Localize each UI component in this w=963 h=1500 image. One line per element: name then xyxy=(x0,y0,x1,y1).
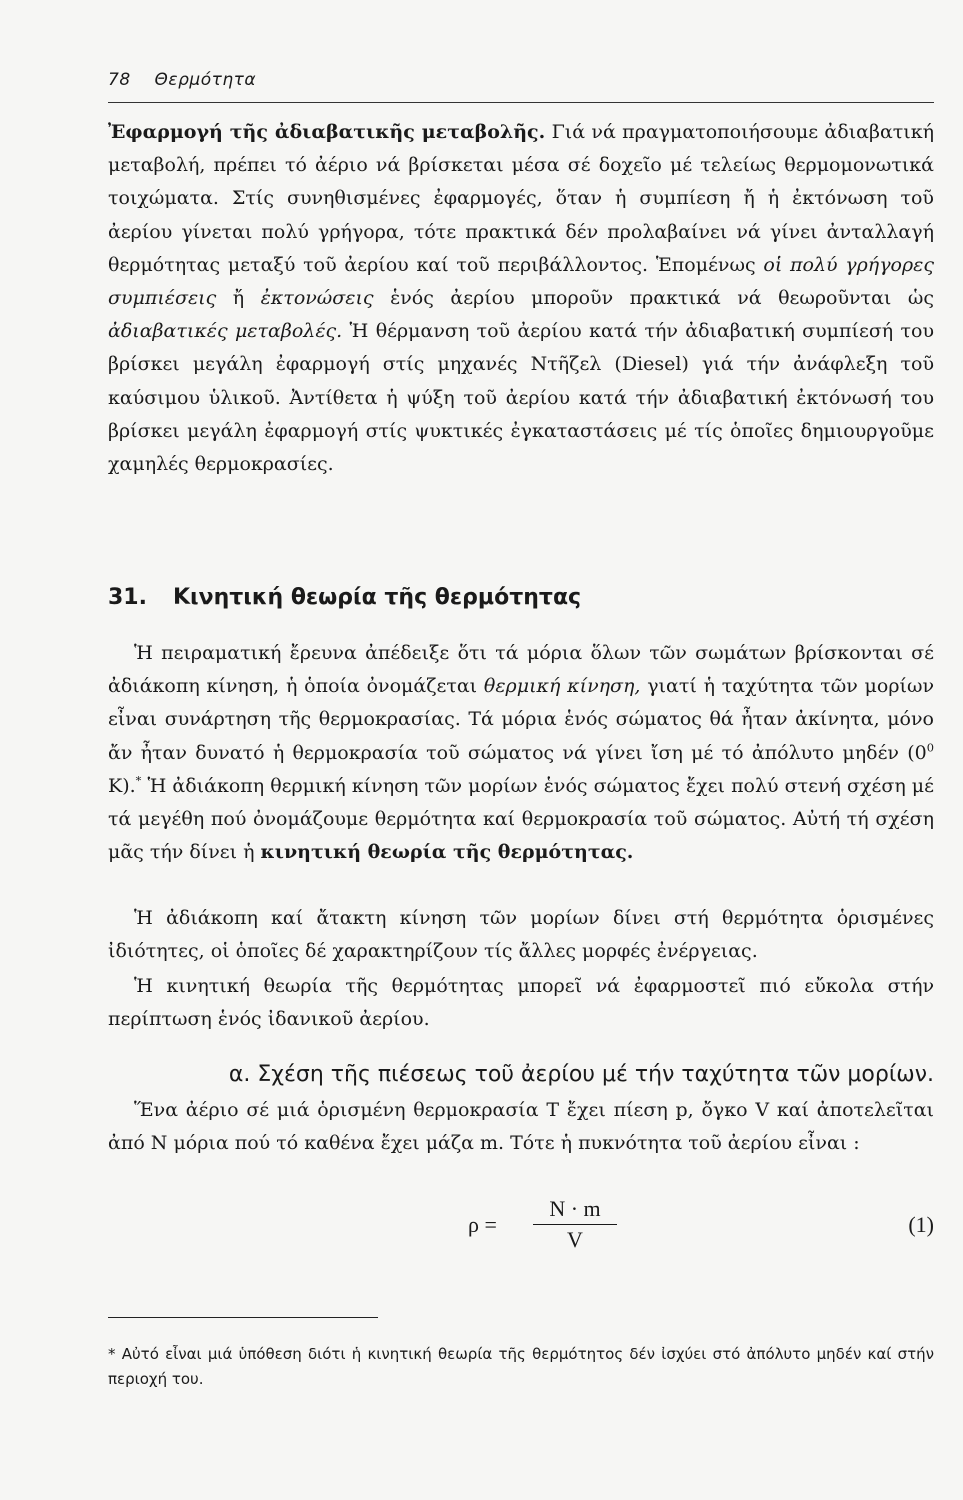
header-rule xyxy=(108,102,934,103)
running-title: Θερμότητα xyxy=(154,70,257,90)
section-title: Κινητική θεωρία τῆς θερμότητας xyxy=(172,585,582,610)
subsection-heading: α. Σχέση τῆς πιέσεως τοῦ ἀερίου μέ τήν ταχύτητα τῶν μορίων. xyxy=(228,1062,934,1087)
footnote-rule xyxy=(108,1317,378,1318)
formula-lhs: ρ = xyxy=(468,1212,497,1237)
footnote: * Αὐτό εἶναι μιά ὑπόθεση διότι ἡ κινητική θεωρία τῆς θερμότητος δέν ἰσχύει στό ἀπόλυτο μηδέν καί στήν περιοχή του. xyxy=(108,1345,934,1388)
running-header xyxy=(108,70,934,90)
paragraph-ideal-gas: Ἡ κινητική θεωρία τῆς θερμότητας μπορεῖ νά ἐφαρμοστεῖ πιό εὔκολα στήν περίπτωση ἑνός ἰδανικοῦ ἀερίου. xyxy=(108,975,934,1031)
paragraph-adiabatic-application: Ἐφαρμογή τῆς ἀδιαβατικῆς μεταβολῆς. Γιά νά πραγματοποιήσουμε ἀδιαβατική μεταβολή, πρέπει τό ἀέριο νά βρίσκεται μέσα σέ δοχεῖο μέ τελείως θερμομονωτικά τοιχώματα. Στίς συνηθισμένες ἐφαρμογές, ὅταν ἡ συμπίεση ἤ ἡ ἐκτόνωση τοῦ ἀερίου γίνεται πολύ γρήγορα, τότε πρακτικά δέν προλαβαίνει νά γίνει ἀνταλλαγή θερμότητας μεταξύ τοῦ ἀερίου καί τοῦ περιβάλλοντος. Ἑπομένως οἱ πολύ γρήγορες συμπιέσεις ἤ ἐκτονώσεις ἑνός ἀερίου μποροῦν πρακτικά νά θεωροῦνται ὡς ἀδιαβατικές μεταβολές. Ἡ θέρμανση τοῦ ἀερίου κατά τήν ἀδιαβατική συμπίεσή του βρίσκει μεγάλη ἐφαρμογή στίς μηχανές Ντῆζελ (Diesel) γιά τήν ἀνάφλεξη τοῦ καύσιμου ὑλικοῦ. Ἀντίθετα ἡ ψύξη τοῦ ἀερίου κατά τήν ἀδιαβατική ἐκτόνωσή του βρίσκει μεγάλη ἐφαρμογή στίς ψυκτικές ἐγκαταστάσεις μέ τίς ὁποῖες δημιουργοῦμε χαμηλές θερμοκρασίες. xyxy=(108,121,935,476)
section-number: 31. xyxy=(108,585,147,610)
formula-denominator: V xyxy=(567,1227,583,1252)
footnote-marker: * xyxy=(135,773,142,788)
paragraph-properties: Ἡ ἀδιάκοπη καί ἄτακτη κίνηση τῶν μορίων δίνει στή θερμότητα ὁρισμένες ἰδιότητες, οἱ ὁποῖες δέ χαρακτηρίζουν τίς ἄλλες μορφές ἐνέργειας. xyxy=(108,907,934,963)
density-formula xyxy=(108,1195,934,1255)
formula-numerator: N · m xyxy=(549,1196,601,1221)
section-heading xyxy=(108,585,581,610)
equation-number: (1) xyxy=(908,1212,934,1237)
page-number: 78 xyxy=(108,70,131,90)
paragraph-title: Ἐφαρμογή τῆς ἀδιαβατικῆς μεταβολῆς. xyxy=(108,121,546,143)
formula-fraction xyxy=(533,1195,617,1254)
fraction-bar xyxy=(533,1224,617,1225)
paragraph-density: Ἕνα ἀέριο σέ μιά ὁρισμένη θερμοκρασία T ἔχει πίεση p, ὄγκο V καί ἀποτελεῖται ἀπό N μόρια πού τό καθένα ἔχει μάζα m. Τότε ἡ πυκνότητα τοῦ ἀερίου εἶναι : xyxy=(108,1099,934,1155)
paragraph-thermal-motion: Ἡ πειραματική ἔρευνα ἀπέδειξε ὅτι τά μόρια ὅλων τῶν σωμάτων βρίσκονται σέ ἀδιάκοπη κίνηση, ἡ ὁποία ὀνομάζεται θερμική κίνηση, γιατί ἡ ταχύτητα τῶν μορίων εἶναι συνάρτηση τῆς θερμοκρασίας. Τά μόρια ἑνός σώματος θά ἦταν ἀκίνητα, μόνο ἄν ἦταν δυνατό ἡ θερμοκρασία τοῦ σώματος νά γίνει ἴση μέ τό ἀπόλυτο μηδέν ($0^0$ K).* Ἡ ἀδιάκοπη θερμική κίνηση τῶν μορίων ἑνός σώματος ἔχει πολύ στενή σχέση μέ τά μεγέθη πού ὀνομάζουμε θερμότητα καί θερμοκρασία τοῦ σώματος. Αὐτή τή σχέση μᾶς τήν δίνει ἡ κινητική θεωρία τῆς θερμότητας. xyxy=(108,642,934,864)
